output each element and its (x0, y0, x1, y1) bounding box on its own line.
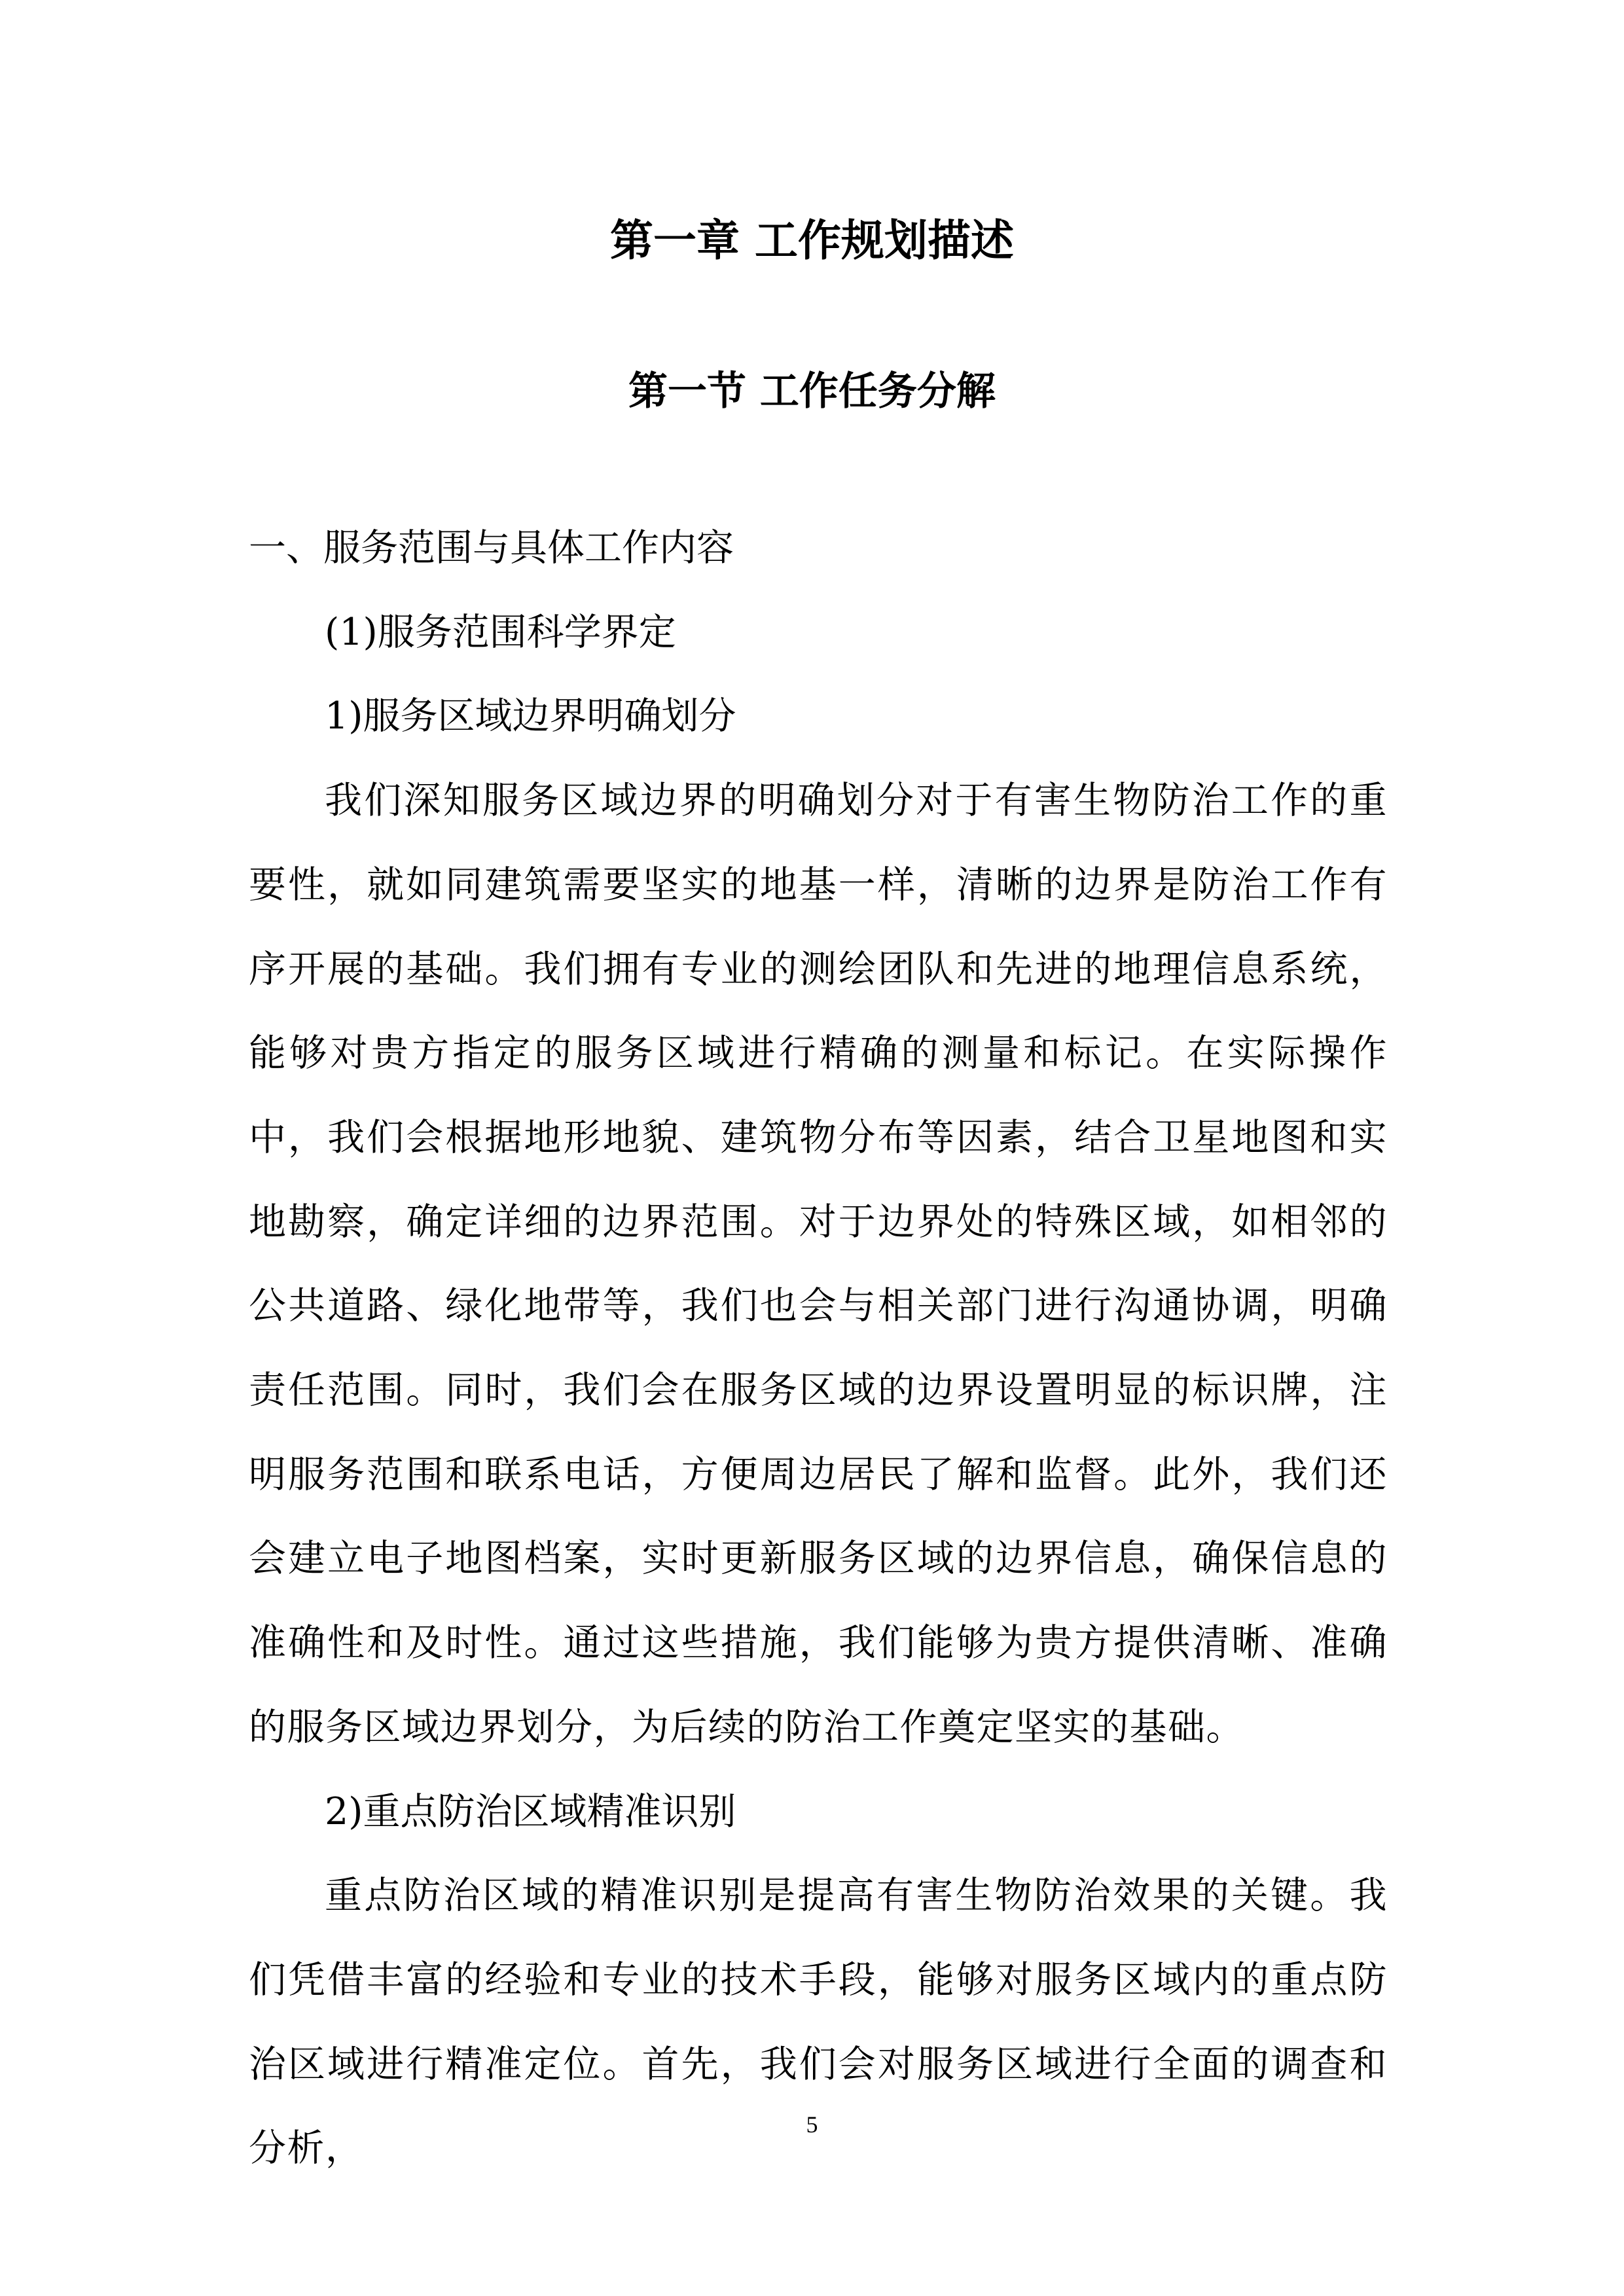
heading-boundary-division: 1)服务区域边界明确划分 (325, 694, 736, 738)
page-number: 5 (806, 2111, 818, 2138)
heading-scope-definition: (1)服务范围科学界定 (325, 610, 676, 654)
document-body (249, 506, 1388, 2191)
section-title: 第一节 工作任务分解 (628, 368, 996, 414)
heading-service-scope: 一、服务范围与具体工作内容 (249, 526, 734, 569)
chapter-title: 第一章 工作规划描述 (610, 215, 1014, 266)
paragraph-key-area: 重点防治区域的精准识别是提高有害生物防治效果的关键。我们凭借丰富的经验和专业的技术手段，能够对服务区域内的重点防治区域进行精准定位。首先，我们会对服务区域进行全面的调查和分析， (249, 1874, 1388, 2170)
paragraph-boundary: 我们深知服务区域边界的明确划分对于有害生物防治工作的重要性，就如同建筑需要坚实的地基一样，清晰的边界是防治工作有序开展的基础。我们拥有专业的测绘团队和先进的地理信息系统，能够对贵方指定的服务区域进行精确的测量和标记。在实际操作中，我们会根据地形地貌、建筑物分布等因素，结合卫星地图和实地勘察，确定详细的边界范围。对于边界处的特殊区域，如相邻的公共道路、绿化地带等，我们也会与相关部门进行沟通协调，明确责任范围。同时，我们会在服务区域的边界设置明显的标识牌，注明服务范围和联系电话，方便周边居民了解和监督。此外，我们还会建立电子地图档案，实时更新服务区域的边界信息，确保信息的准确性和及时性。通过这些措施，我们能够为贵方提供清晰、准确的服务区域边界划分，为后续的防治工作奠定坚实的基础。 (249, 779, 1388, 1749)
heading-key-area-identification: 2)重点防治区域精准识别 (325, 1789, 736, 1833)
